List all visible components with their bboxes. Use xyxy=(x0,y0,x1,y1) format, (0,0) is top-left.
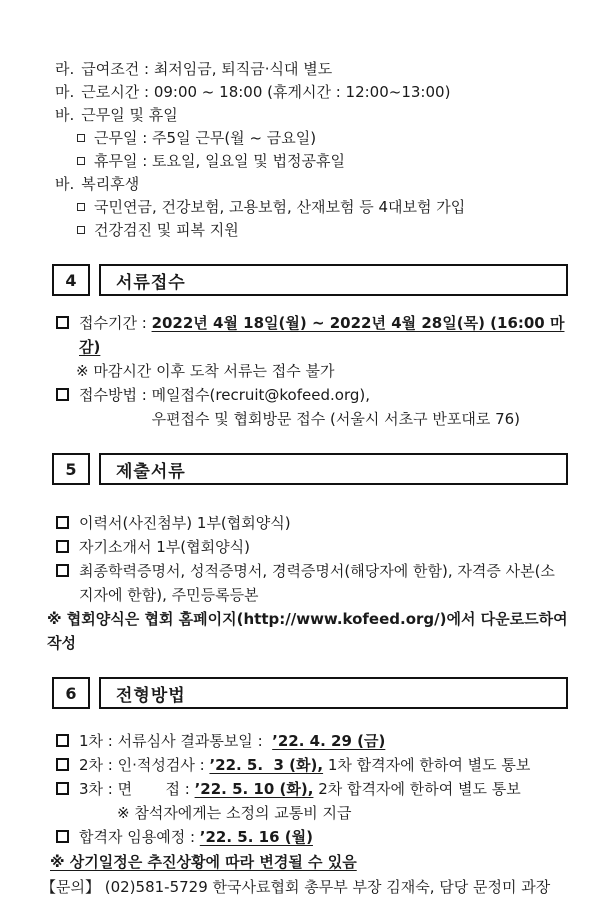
document-item-text: 자기소개서 1부(협회양식) xyxy=(79,538,250,556)
item-label: 마. xyxy=(55,83,75,101)
document-item-text: 이력서(사진첨부) 1부(협회양식) xyxy=(79,514,291,532)
checkbox-icon xyxy=(56,540,69,553)
item-label: 바. xyxy=(55,106,75,124)
round3-suffix: 2차 합격자에 한하여 별도 통보 xyxy=(313,780,521,798)
document-item-row xyxy=(55,559,568,607)
insurance-bullet-text: 국민연금, 건강보험, 고용보험, 산재보험 등 4대보험 가입 xyxy=(94,198,466,216)
round3-text xyxy=(79,777,521,801)
holiday-bullet-text: 휴무일 : 토요일, 일요일 및 법정공휴일 xyxy=(94,152,346,170)
receipt-period-row xyxy=(55,311,568,359)
salary-text: 급여조건 : 최저임금, 퇴직금·식대 별도 xyxy=(81,60,333,78)
workdays-line xyxy=(55,104,568,127)
welfare-text: 복리후생 xyxy=(81,175,140,193)
round2-row xyxy=(55,753,568,777)
square-bullet-icon xyxy=(77,134,85,142)
checkbox-icon xyxy=(56,316,69,329)
square-bullet-icon xyxy=(77,226,85,234)
section6-body xyxy=(41,729,568,899)
appointment-label: 합격자 임용예정 : xyxy=(79,828,200,846)
section4-number: 4 xyxy=(52,264,90,296)
document-item-row xyxy=(55,511,568,535)
section4-header xyxy=(52,264,568,296)
workday-bullet-text: 근무일 : 주5일 근무(월 ~ 금요일) xyxy=(94,129,317,147)
section5-body xyxy=(47,511,573,655)
transport-note: ※ 참석자에게는 소정의 교통비 지급 xyxy=(117,804,352,822)
checkbox-icon xyxy=(56,564,69,577)
section6-number: 6 xyxy=(52,677,90,709)
round2-date: ’22. 5. 3 (화), xyxy=(209,756,324,774)
deadline-note: ※ 마감시간 이후 도착 서류는 접수 불가 xyxy=(76,362,335,380)
section5-number: 5 xyxy=(52,453,90,485)
square-bullet-icon xyxy=(77,203,85,211)
round1-prefix: 1차 : 서류심사 결과통보일 : xyxy=(79,732,273,750)
round2-prefix: 2차 : 인·적성검사 : xyxy=(79,756,210,774)
checkup-bullet-text: 건강검진 및 피복 지원 xyxy=(94,221,239,239)
round2-suffix: 1차 합격자에 한하여 별도 통보 xyxy=(323,756,531,774)
section4-body xyxy=(55,311,568,431)
contact-line: 【문의】 (02)581-5729 한국사료협회 총무부 부장 김재숙, 담당 문정미 과장 xyxy=(41,878,551,896)
checkbox-icon xyxy=(56,734,69,747)
item-label: 바. xyxy=(55,175,75,193)
round2-text xyxy=(79,753,530,777)
round1-row xyxy=(55,729,568,753)
workdays-text: 근무일 및 휴일 xyxy=(81,106,178,124)
document-item-text: 최종학력증명서, 성적증명서, 경력증명서(해당자에 한함), 자격증 사본(소지자에 한함), 주민등록등본 xyxy=(79,562,555,604)
checkbox-icon xyxy=(56,758,69,771)
square-bullet-icon xyxy=(77,157,85,165)
checkbox-icon xyxy=(56,388,69,401)
round1-text xyxy=(79,729,385,753)
receipt-method-row xyxy=(55,383,568,431)
schedule-warning: ※ 상기일정은 추진상황에 따라 변경될 수 있음 xyxy=(50,853,357,871)
welfare-line xyxy=(55,173,568,196)
holiday-bullet-row xyxy=(77,150,568,173)
round3-prefix: 3차 : 면 접 : xyxy=(79,780,195,798)
section5-header xyxy=(52,453,568,485)
document-item-row xyxy=(55,535,568,559)
checkbox-icon xyxy=(56,516,69,529)
checkup-bullet-row xyxy=(77,219,568,242)
receipt-method-line2: 우편접수 및 협회방문 접수 (서울시 서초구 반포대로 76) xyxy=(151,410,521,428)
round3-date: ’22. 5. 10 (화), xyxy=(194,780,314,798)
appointment-row xyxy=(55,825,568,849)
intro-block xyxy=(55,58,568,242)
round1-date: ’22. 4. 29 (금) xyxy=(272,732,386,750)
receipt-method-label: 접수방법 : xyxy=(79,386,152,404)
section4-title: 서류접수 xyxy=(99,264,568,296)
receipt-method-text xyxy=(79,383,520,431)
section6-title: 전형방법 xyxy=(99,677,568,709)
receipt-period-value: 2022년 4월 18일(월) ~ 2022년 4월 28일(목) (16:00 마감) xyxy=(79,314,565,356)
salary-line xyxy=(55,58,568,81)
checkbox-icon xyxy=(56,782,69,795)
insurance-bullet-row xyxy=(77,196,568,219)
receipt-period-text xyxy=(79,311,568,359)
workday-bullet-row xyxy=(77,127,568,150)
section5-title: 제출서류 xyxy=(99,453,568,485)
hours-line xyxy=(55,81,568,104)
section6-header xyxy=(52,677,568,709)
hours-text: 근로시간 : 09:00 ~ 18:00 (휴게시간 : 12:00~13:00) xyxy=(81,83,451,101)
form-download-note: ※ 협회양식은 협회 홈페이지(http://www.kofeed.org/)에서 다운로드하여 작성 xyxy=(47,610,573,652)
item-label: 라. xyxy=(55,60,75,78)
receipt-method-line1: 메일접수(recruit@kofeed.org), xyxy=(151,386,370,404)
round3-row xyxy=(55,777,568,801)
appointment-text xyxy=(79,825,313,849)
receipt-method-values xyxy=(152,383,520,431)
receipt-period-label: 접수기간 : xyxy=(79,314,152,332)
checkbox-icon xyxy=(56,830,69,843)
appointment-date: ’22. 5. 16 (월) xyxy=(199,828,313,846)
